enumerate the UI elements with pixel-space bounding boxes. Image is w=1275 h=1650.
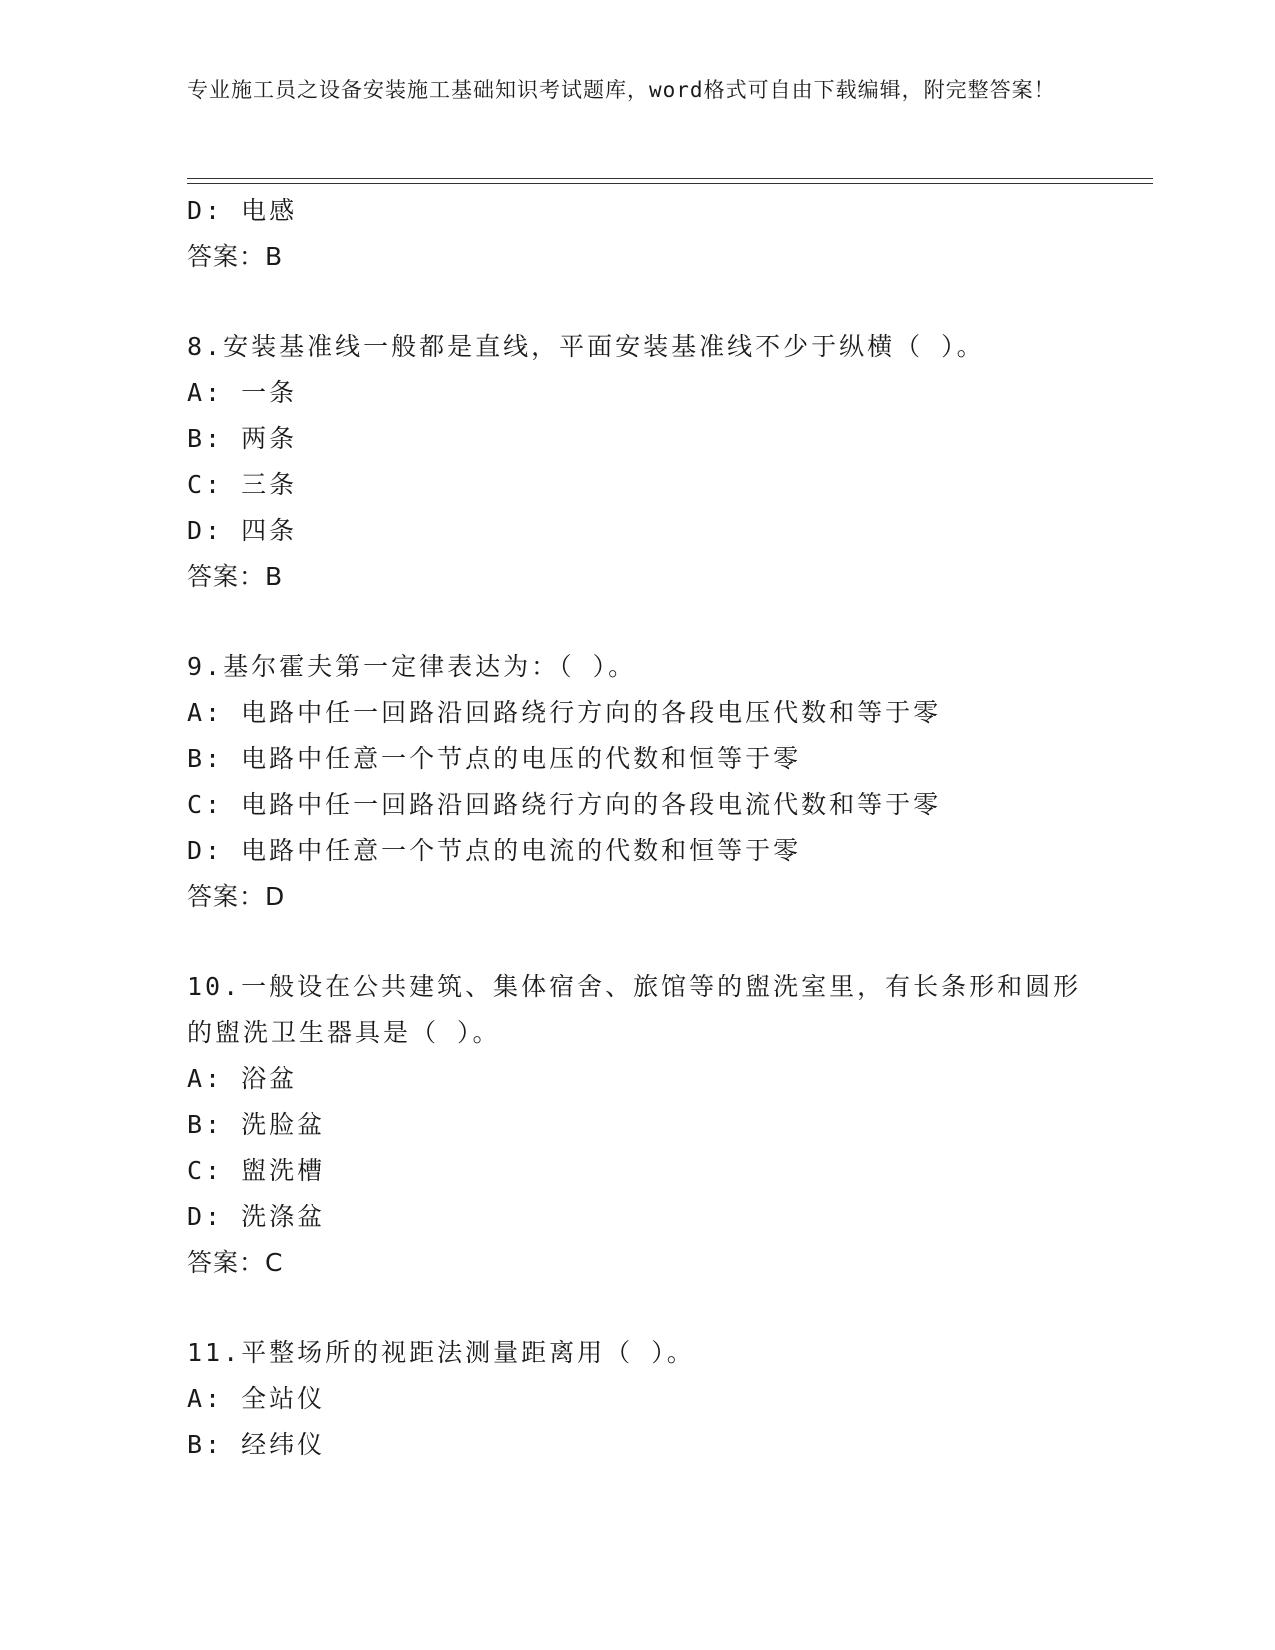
spacer — [187, 280, 1107, 324]
spacer — [187, 600, 1107, 644]
question-11-option-b: B: 经纬仪 — [187, 1430, 326, 1459]
question-10-answer: 答案：C — [187, 1248, 284, 1277]
question-10-option-c: C: 盥洗槽 — [187, 1156, 326, 1185]
header-divider-top — [187, 178, 1153, 179]
question-9-option-a: A: 电路中任一回路沿回路绕行方向的各段电压代数和等于零 — [187, 698, 942, 727]
question-11-option-a: A: 全站仪 — [187, 1384, 326, 1413]
question-9-stem: 9.基尔霍夫第一定律表达为：（ ）。 — [187, 652, 637, 681]
question-8-answer: 答案：B — [187, 562, 284, 591]
question-9-option-d: D: 电路中任意一个节点的电流的代数和恒等于零 — [187, 836, 802, 865]
prev-question-answer: 答案：B — [187, 242, 284, 271]
question-10-option-b: B: 洗脸盆 — [187, 1110, 326, 1139]
question-9-option-b: B: 电路中任意一个节点的电压的代数和恒等于零 — [187, 744, 802, 773]
spacer — [187, 920, 1107, 964]
question-10-stem: 10.一般设在公共建筑、集体宿舍、旅馆等的盥洗室里，有长条形和圆形的盥洗卫生器具是（ ）。 — [187, 972, 1082, 1047]
question-8-stem: 8.安装基准线一般都是直线，平面安装基准线不少于纵横（ ）。 — [187, 332, 985, 361]
spacer — [187, 1286, 1107, 1330]
question-9-answer: 答案：D — [187, 882, 286, 911]
page-header: 专业施工员之设备安装施工基础知识考试题库，word格式可自由下载编辑，附完整答案！ — [187, 78, 1056, 102]
question-8-option-d: D: 四条 — [187, 516, 298, 545]
question-8-option-c: C: 三条 — [187, 470, 298, 499]
question-9-option-c: C: 电路中任一回路沿回路绕行方向的各段电流代数和等于零 — [187, 790, 942, 819]
header-divider-bottom — [187, 183, 1153, 184]
question-10-option-d: D: 洗涤盆 — [187, 1202, 326, 1231]
question-8-option-b: B: 两条 — [187, 424, 298, 453]
question-10-option-a: A: 浴盆 — [187, 1064, 298, 1093]
question-11-stem: 11.平整场所的视距法测量距离用（ ）。 — [187, 1338, 695, 1367]
question-8-option-a: A: 一条 — [187, 378, 298, 407]
prev-question-option-d: D: 电感 — [187, 196, 298, 225]
question-list — [187, 188, 1107, 1468]
